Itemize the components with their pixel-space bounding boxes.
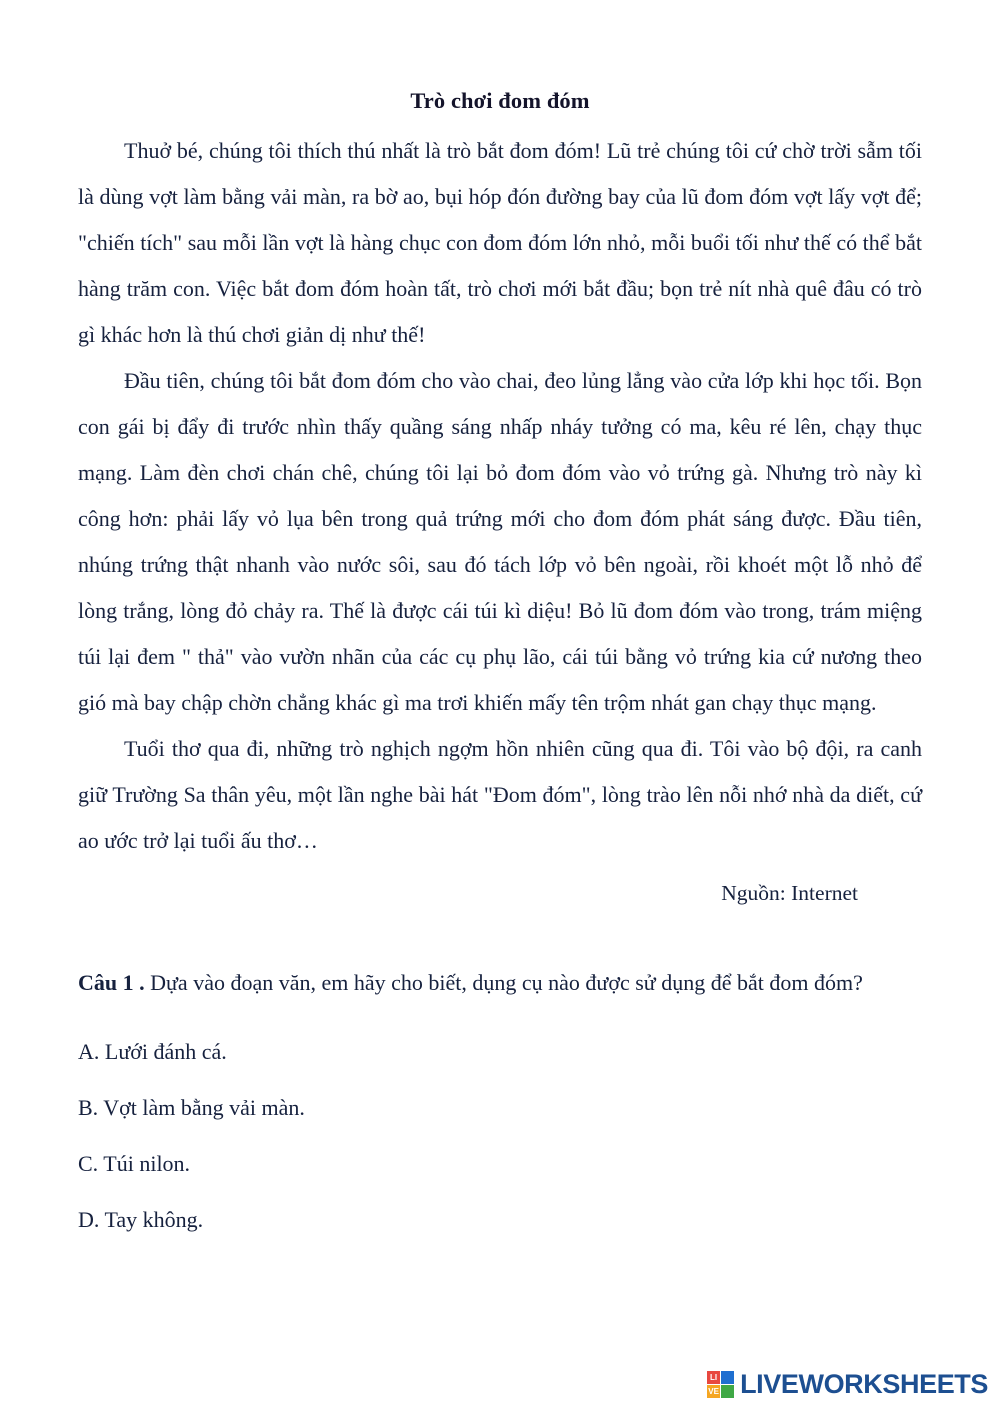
option-a[interactable]: A. Lưới đánh cá.	[78, 1039, 227, 1064]
source-credit: Nguồn: Internet	[721, 881, 858, 905]
liveworksheets-watermark	[707, 1369, 988, 1400]
logo-cell-ve: VE	[707, 1385, 720, 1398]
question-text: Dựa vào đoạn văn, em hãy cho biết, dụng cụ nào được sử dụng để bắt đom đóm?	[150, 970, 863, 995]
paragraph-3: Tuổi thơ qua đi, những trò nghịch ngợm hồn nhiên cũng qua đi. Tôi vào bộ đội, ra canh giữ Trường Sa thân yêu, một lần nghe bài hát "Đom đóm", lòng trào lên nỗi nhớ nhà da diết, cứ ao ước trở lại tuổi ấu thơ…	[78, 736, 922, 853]
page-title: Trò chơi đom đóm	[410, 88, 590, 113]
paragraph-1: Thuở bé, chúng tôi thích thú nhất là trò bắt đom đóm! Lũ trẻ chúng tôi cứ chờ trời sẫm tối là dùng vợt làm bằng vải màn, ra bờ ao, bụi hóp đón đường bay của lũ đom đóm vợt lấy vợt để; "chiến tích" sau mỗi lần vợt là hàng chục con đom đóm lớn nhỏ, mỗi buổi tối như thế có thể bắt hàng trăm con. Việc bắt đom đóm hoàn tất, trò chơi mới bắt đầu; bọn trẻ nít nhà quê đâu có trò gì khác hơn là thú chơi giản dị như thế!	[78, 138, 922, 347]
logo-cell-li: LI	[707, 1371, 720, 1384]
logo-cell-blue	[721, 1371, 734, 1384]
paragraph-2: Đầu tiên, chúng tôi bắt đom đóm cho vào chai, đeo lủng lẳng vào cửa lớp khi học tối. Bọn con gái bị đẩy đi trước nhìn thấy quầng sáng nhấp nháy tưởng có ma, kêu ré lên, chạy thục mạng. Làm đèn chơi chán chê, chúng tôi lại bỏ đom đóm vào vỏ trứng gà. Nhưng trò này kì công hơn: phải lấy vỏ lụa bên trong quả trứng mới cho đom đóm phát sáng được. Đầu tiên, nhúng trứng thật nhanh vào nước sôi, sau đó tách lớp vỏ bên ngoài, rồi khoét một lỗ nhỏ để lòng trắng, lòng đỏ chảy ra. Thế là được cái túi kì diệu! Bỏ lũ đom đóm vào trong, trám miệng túi lại đem " thả" vào vườn nhãn của các cụ phụ lão, cái túi bằng vỏ trứng kia cứ nương theo gió mà bay chập chờn chẳng khác gì ma trơi khiến mấy tên trộm nhát gan chạy thục mạng.	[78, 368, 922, 715]
liveworksheets-logo-icon	[707, 1371, 734, 1398]
answer-options	[78, 1024, 922, 1248]
option-b[interactable]: B. Vợt làm bằng vải màn.	[78, 1095, 305, 1120]
question-line	[78, 960, 922, 1006]
option-c[interactable]: C. Túi nilon.	[78, 1151, 191, 1176]
question-separator: .	[139, 970, 145, 995]
logo-cell-green	[721, 1385, 734, 1398]
watermark-text: LIVEWORKSHEETS	[740, 1369, 988, 1399]
option-d[interactable]: D. Tay không.	[78, 1207, 204, 1232]
question-block	[78, 960, 922, 1248]
question-label: Câu 1	[78, 970, 134, 995]
